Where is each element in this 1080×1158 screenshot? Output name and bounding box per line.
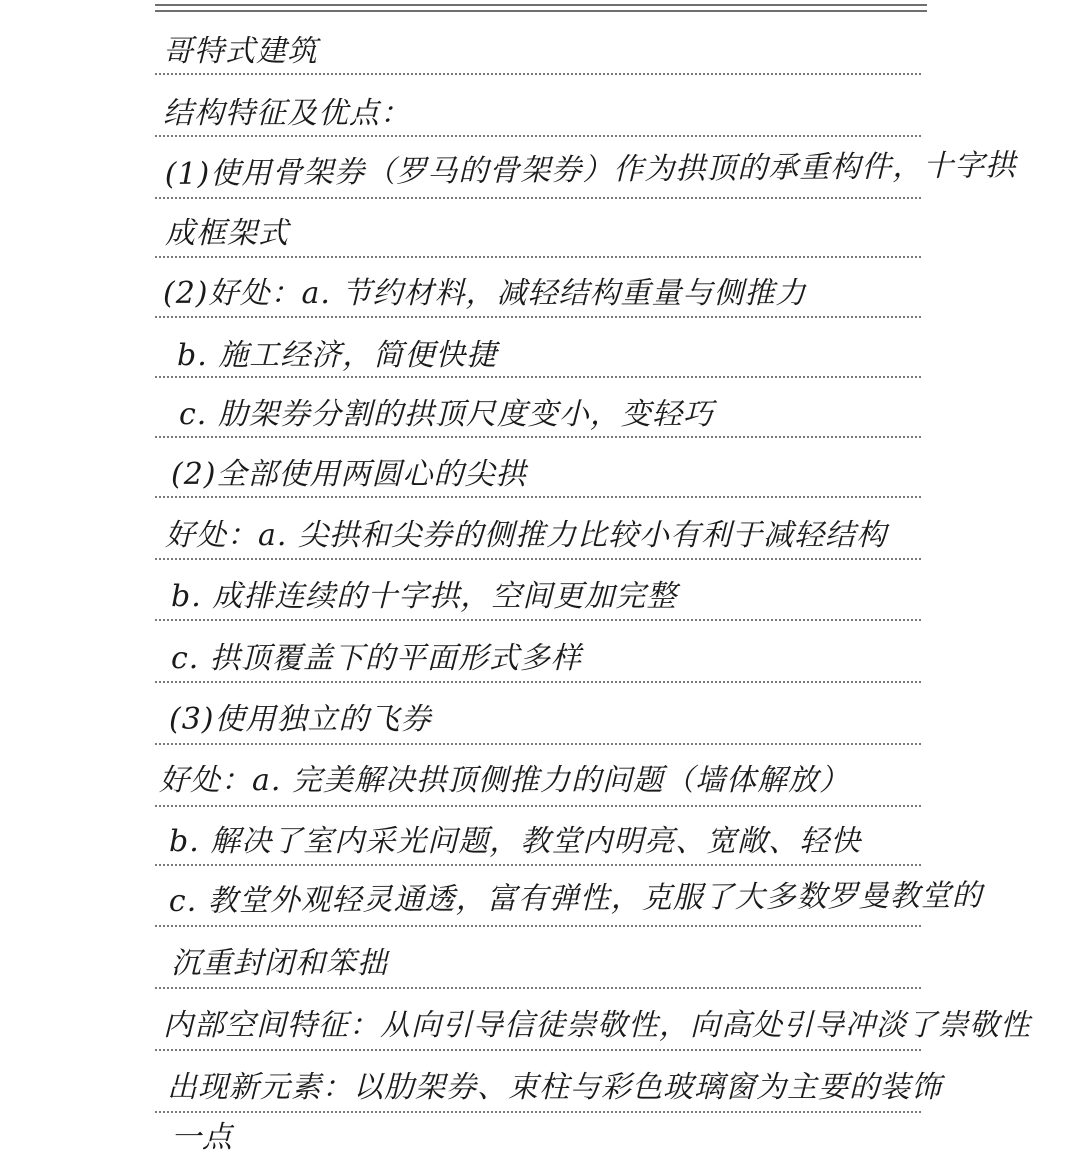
note-line: c. 拱顶覆盖下的平面形式多样 xyxy=(171,641,582,676)
note-line: 一点 xyxy=(171,1120,233,1155)
ruled-line xyxy=(155,316,921,318)
ruled-line xyxy=(155,376,921,378)
note-line: b. 成排连续的十字拱，空间更加完整 xyxy=(171,579,678,614)
ruled-line xyxy=(155,864,921,866)
note-line: b. 施工经济，简便快捷 xyxy=(177,338,498,373)
note-line: 结构特征及优点： xyxy=(163,96,411,131)
note-line: 内部空间特征：从向引导信徒崇敬性，向高处引导冲淡了崇敬性 xyxy=(163,1008,1031,1043)
note-line: (2)好处：a. 节约材料，减轻结构重量与侧推力 xyxy=(163,276,807,311)
ruled-line xyxy=(155,73,921,75)
note-line: b. 解决了室内采光问题，教堂内明亮、宽敞、轻快 xyxy=(169,824,862,859)
ruled-line xyxy=(155,1111,921,1113)
note-line: 沉重封闭和笨拙 xyxy=(171,946,388,981)
note-line: (3)使用独立的飞券 xyxy=(169,702,432,737)
ruled-line xyxy=(155,256,921,258)
ruled-line xyxy=(155,619,921,621)
ruled-line xyxy=(155,197,921,199)
ruled-line xyxy=(155,558,921,560)
note-line: (1)使用骨架券（罗马的骨架券）作为拱顶的承重构件，十字拱 xyxy=(164,148,1017,193)
ruled-line xyxy=(155,496,921,498)
note-line: (2)全部使用两圆心的尖拱 xyxy=(171,457,527,492)
ruled-line xyxy=(155,1049,921,1051)
note-line: c. 肋架券分割的拱顶尺度变小，变轻巧 xyxy=(179,397,714,432)
ruled-line xyxy=(155,436,921,438)
ruled-line xyxy=(155,681,921,683)
page-top-rule xyxy=(155,4,927,6)
note-line: 好处：a. 完美解决拱顶侧推力的问题（墙体解放） xyxy=(159,763,850,798)
note-title: 哥特式建筑 xyxy=(163,34,318,69)
note-line: c. 教堂外观轻灵通透，富有弹性，克服了大多数罗曼教堂的 xyxy=(168,878,983,920)
ruled-line xyxy=(155,743,921,745)
ruled-line xyxy=(155,925,921,927)
page-top-rule-2 xyxy=(155,10,927,12)
note-line: 成框架式 xyxy=(165,216,289,251)
ruled-line xyxy=(155,135,921,137)
note-line: 好处：a. 尖拱和尖券的侧推力比较小有利于减轻结构 xyxy=(165,518,887,553)
note-line: 出现新元素：以肋架券、束柱与彩色玻璃窗为主要的装饰 xyxy=(167,1070,942,1105)
ruled-line xyxy=(155,805,921,807)
ruled-line xyxy=(155,987,921,989)
